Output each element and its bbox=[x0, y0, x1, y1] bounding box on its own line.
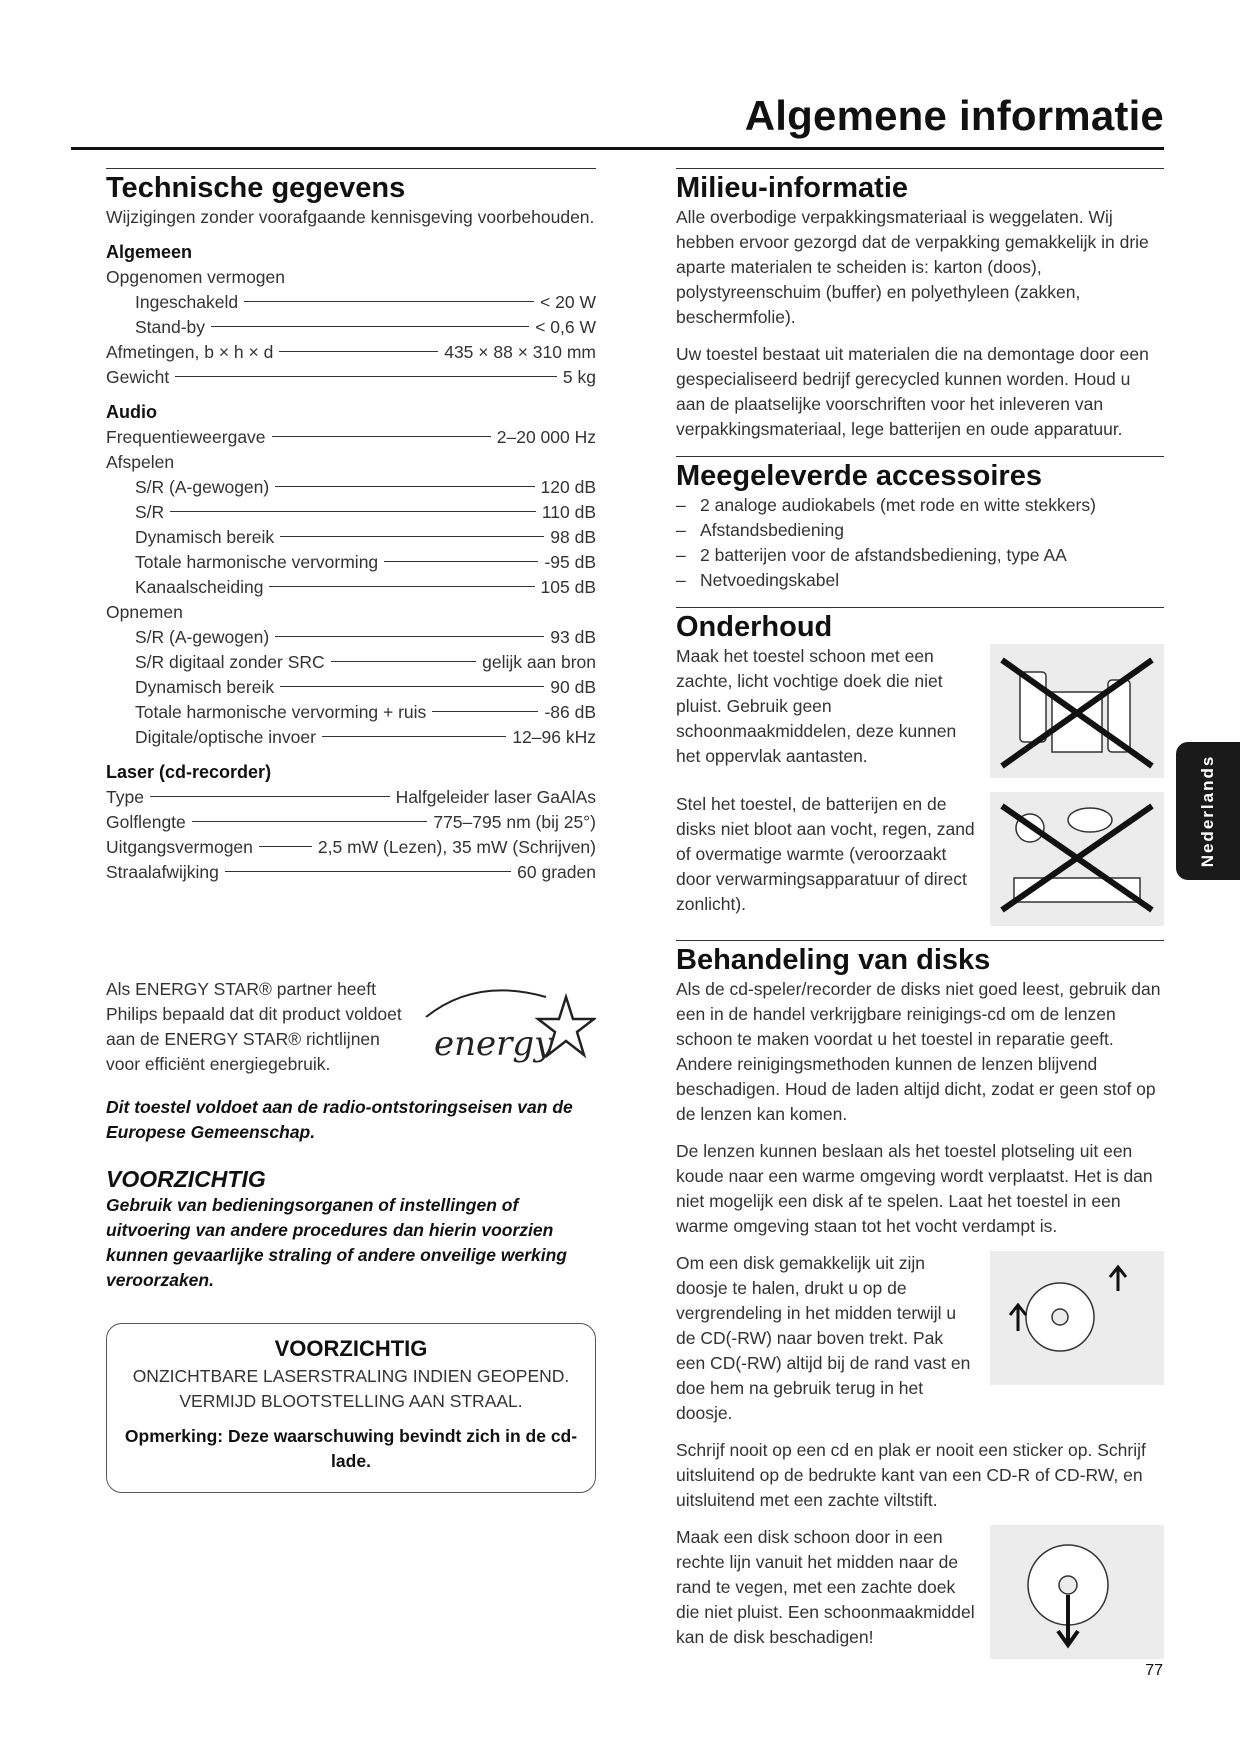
spec-value: -86 dB bbox=[544, 702, 596, 722]
disks-block-5 bbox=[676, 1525, 1164, 1659]
disc-cleaning-illustration bbox=[990, 1525, 1164, 1659]
page-number: 77 bbox=[1145, 1662, 1163, 1679]
leader-line bbox=[279, 351, 438, 352]
spec-row bbox=[106, 290, 596, 315]
leader-line bbox=[150, 796, 390, 797]
energy-star-logo bbox=[416, 977, 596, 1077]
spec-label: Dynamisch bereik bbox=[135, 677, 275, 697]
leader-line bbox=[275, 636, 544, 637]
spec-label: Uitgangsvermogen bbox=[106, 837, 253, 857]
spec-row bbox=[106, 500, 596, 525]
list-item: – Afstandsbediening bbox=[676, 518, 1164, 543]
audio-title: Audio bbox=[106, 402, 157, 422]
spec-row bbox=[106, 365, 596, 390]
leader-line bbox=[272, 436, 491, 437]
spec-label: Ingeschakeld bbox=[135, 292, 239, 312]
tech-heading: Technische gegevens bbox=[106, 168, 596, 205]
power-label: Opgenomen vermogen bbox=[106, 267, 285, 287]
energy-logo-text: energy bbox=[434, 1024, 554, 1064]
caution-text: Gebruik van bedieningsorganen of instellingen of uitvoering van andere procedures dan hierin voorzien kunnen gevaarlijke straling of andere onveilige werking veroorzaken. bbox=[106, 1195, 567, 1290]
accessories-heading: Meegeleverde accessoires bbox=[676, 456, 1164, 493]
disks-p1: Als de cd-speler/recorder de disks niet goed leest, gebruik dan een in de handel verkrijgbare reinigings-cd om de lenzen schoon te maken voordat u het toestel in reparatie geeft. Andere reinigingsmethoden kunnen de lenzen blijvend beschadigen. Houd de laden altijd dicht, zodat er geen stof op de lenzen kan komen. bbox=[676, 979, 1161, 1124]
algemeen-title: Algemeen bbox=[106, 242, 193, 262]
right-column bbox=[676, 168, 1164, 1659]
energy-text: Als ENERGY STAR® partner heeft Philips bepaald dat dit product voldoet aan de ENERGY STAR® richtlijnen voor efficiënt energiegebruik. bbox=[106, 979, 402, 1074]
disc-hole-icon bbox=[1052, 1309, 1068, 1325]
spec-value: 2–20 000 Hz bbox=[496, 427, 596, 447]
spec-label: Golflengte bbox=[106, 812, 186, 832]
laser-warning-box bbox=[106, 1323, 596, 1493]
spec-value: gelijk aan bron bbox=[482, 652, 596, 672]
leader-line bbox=[275, 486, 534, 487]
onderhoud-p2: Stel het toestel, de batterijen en de disks niet bloot aan vocht, regen, zand of overmatige warmte (veroorzaakt door verwarmingsapparatuur of direct zonlicht). bbox=[676, 794, 975, 914]
spec-value: 12–96 kHz bbox=[512, 727, 596, 747]
onderhoud-heading: Onderhoud bbox=[676, 607, 1164, 644]
warning-note: Opmerking: Deze waarschuwing bevindt zich in de cd-lade. bbox=[124, 1426, 578, 1471]
language-tab-label: Nederlands bbox=[1198, 754, 1217, 868]
spec-label: S/R (A-gewogen) bbox=[135, 477, 270, 497]
spec-label: Dynamisch bereik bbox=[135, 527, 275, 547]
spec-row bbox=[106, 525, 596, 550]
disc-removal-illustration bbox=[990, 1251, 1164, 1385]
laser-title: Laser (cd-recorder) bbox=[106, 762, 272, 782]
spec-row bbox=[106, 675, 596, 700]
language-tab bbox=[1176, 742, 1240, 880]
spec-row bbox=[106, 835, 596, 860]
spec-row bbox=[106, 725, 596, 750]
leader-line bbox=[170, 511, 536, 512]
cloud-icon bbox=[1068, 808, 1112, 832]
milieu-heading: Milieu-informatie bbox=[676, 168, 1164, 205]
spec-row bbox=[106, 550, 596, 575]
onderhoud-block-1 bbox=[676, 644, 1164, 778]
disc-hole-icon bbox=[1059, 1576, 1077, 1594]
spec-value: 90 dB bbox=[550, 677, 596, 697]
leader-line bbox=[192, 821, 428, 822]
spec-label: Frequentieweergave bbox=[106, 427, 266, 447]
leader-line bbox=[244, 301, 534, 302]
spec-value: Halfgeleider laser GaAlAs bbox=[395, 787, 596, 807]
spec-label: Totale harmonische vervorming bbox=[135, 552, 379, 572]
spec-row bbox=[106, 700, 596, 725]
leader-line bbox=[280, 686, 544, 687]
disks-p2: De lenzen kunnen beslaan als het toestel plotseling uit een koude naar een warme omgeving wordt verplaatst. Het is dan niet mogelijk een disk af te spelen. Laat het toestel in een warme omgeving staan tot het vocht verdampt is. bbox=[676, 1141, 1153, 1236]
tech-intro: Wijzigingen zonder voorafgaande kennisgeving voorbehouden. bbox=[106, 207, 595, 227]
page-title: Algemene informatie bbox=[744, 92, 1164, 139]
leader-line bbox=[280, 536, 544, 537]
leader-line bbox=[225, 871, 511, 872]
spec-value: 435 × 88 × 310 mm bbox=[444, 342, 596, 362]
spec-row bbox=[106, 425, 596, 450]
spec-value: 110 dB bbox=[541, 502, 596, 522]
spec-value: -95 dB bbox=[544, 552, 596, 572]
spec-label: Gewicht bbox=[106, 367, 170, 387]
spec-row bbox=[106, 340, 596, 365]
spec-row bbox=[106, 860, 596, 885]
spec-row bbox=[106, 475, 596, 500]
leader-line bbox=[331, 661, 477, 662]
disks-p5: Maak een disk schoon door in een rechte lijn vanuit het midden naar de rand te vegen, met een zachte doek die niet pluist. Een schoonmaakmiddel kan de disk beschadigen! bbox=[676, 1527, 975, 1647]
spec-label: Kanaalscheiding bbox=[135, 577, 264, 597]
leader-line bbox=[322, 736, 506, 737]
spec-label: S/R bbox=[135, 502, 165, 522]
milieu-p1: Alle overbodige verpakkingsmateriaal is weggelaten. Wij hebben ervoor gezorgd dat de verpakking gemakkelijk in drie aparte materialen te scheiden is: karton (doos), polystyreenschuim (buffer) en polyethyleen (zakken, beschermfolie). bbox=[676, 207, 1149, 327]
title-rule bbox=[71, 147, 1164, 150]
leader-line bbox=[259, 846, 312, 847]
spec-value: 120 dB bbox=[540, 477, 596, 497]
disks-block-3 bbox=[676, 1251, 1164, 1426]
spec-value: 98 dB bbox=[550, 527, 596, 547]
leader-line bbox=[211, 326, 529, 327]
spec-value: 2,5 mW (Lezen), 35 mW (Schrijven) bbox=[317, 837, 596, 857]
disks-heading: Behandeling van disks bbox=[676, 940, 1164, 977]
spec-label: Straalafwijking bbox=[106, 862, 219, 882]
spec-value: < 20 W bbox=[540, 292, 596, 312]
leader-line bbox=[384, 561, 538, 562]
spec-row bbox=[106, 810, 596, 835]
spec-label: Afmetingen, b × h × d bbox=[106, 342, 274, 362]
warning-box-title: VOORZICHTIG bbox=[274, 1336, 428, 1361]
list-item: – 2 analoge audiokabels (met rode en witte stekkers) bbox=[676, 493, 1164, 518]
onderhoud-p1: Maak het toestel schoon met een zachte, licht vochtige doek die niet pluist. Gebruik geen schoonmaakmiddelen, deze kunnen het oppervlak aantasten. bbox=[676, 646, 957, 766]
leader-line bbox=[175, 376, 557, 377]
spec-row bbox=[106, 650, 596, 675]
spec-label: S/R digitaal zonder SRC bbox=[135, 652, 325, 672]
left-column bbox=[106, 168, 596, 1493]
spec-value: 93 dB bbox=[550, 627, 596, 647]
spec-label: Stand-by bbox=[135, 317, 206, 337]
disks-p3: Om een disk gemakkelijk uit zijn doosje te halen, drukt u op de vergrendeling in het midden terwijl u de CD(-RW) naar boven trekt. Pak een CD(-RW) altijd bij de rand vast en doe hem na gebruik terug in het doosje. bbox=[676, 1253, 971, 1423]
caution-title: VOORZICHTIG bbox=[106, 1166, 266, 1192]
spec-label: S/R (A-gewogen) bbox=[135, 627, 270, 647]
radio-notice: Dit toestel voldoet aan de radio-ontstoringseisen van de Europese Gemeenschap. bbox=[106, 1097, 573, 1142]
spec-row bbox=[106, 625, 596, 650]
play-label: Afspelen bbox=[106, 452, 175, 472]
warning-line-2: VERMIJD BLOOTSTELLING AAN STRAAL. bbox=[179, 1391, 523, 1411]
no-chemicals-illustration bbox=[990, 644, 1164, 778]
warning-line-1: ONZICHTBARE LASERSTRALING INDIEN GEOPEND. bbox=[132, 1366, 570, 1386]
rec-label: Opnemen bbox=[106, 602, 183, 622]
spec-label: Digitale/optische invoer bbox=[135, 727, 316, 747]
spec-row bbox=[106, 785, 596, 810]
spec-label: Totale harmonische vervorming + ruis bbox=[135, 702, 427, 722]
list-item: – Netvoedingskabel bbox=[676, 568, 1164, 593]
leader-line bbox=[269, 586, 534, 587]
no-heat-moisture-illustration bbox=[990, 792, 1164, 926]
spec-row bbox=[106, 575, 596, 600]
milieu-p2: Uw toestel bestaat uit materialen die na demontage door een gespecialiseerd bedrijf gerecycled kunnen worden. Houd u aan de plaatselijke voorschriften voor het inleveren van verpakkingsmateriaal, lege batterijen en oude apparatuur. bbox=[676, 344, 1149, 439]
leader-line bbox=[432, 711, 538, 712]
logo-arc bbox=[426, 990, 546, 1017]
disks-p4: Schrijf nooit op een cd en plak er nooit een sticker op. Schrijf uitsluitend op de bedrukte kant van een CD-R of CD-RW, en uitsluitend met een zachte viltstift. bbox=[676, 1440, 1146, 1510]
spec-value: 5 kg bbox=[562, 367, 596, 387]
list-item: – 2 batterijen voor de afstandsbediening, type AA bbox=[676, 543, 1164, 568]
accessories-list bbox=[676, 493, 1164, 593]
spec-value: < 0,6 W bbox=[535, 317, 596, 337]
spec-label: Type bbox=[106, 787, 144, 807]
energy-block bbox=[106, 977, 596, 1077]
spec-value: 105 dB bbox=[540, 577, 596, 597]
spec-value: 60 graden bbox=[517, 862, 596, 882]
spec-value: 775–795 nm (bij 25°) bbox=[433, 812, 596, 832]
spec-row bbox=[106, 315, 596, 340]
onderhoud-block-2 bbox=[676, 792, 1164, 926]
